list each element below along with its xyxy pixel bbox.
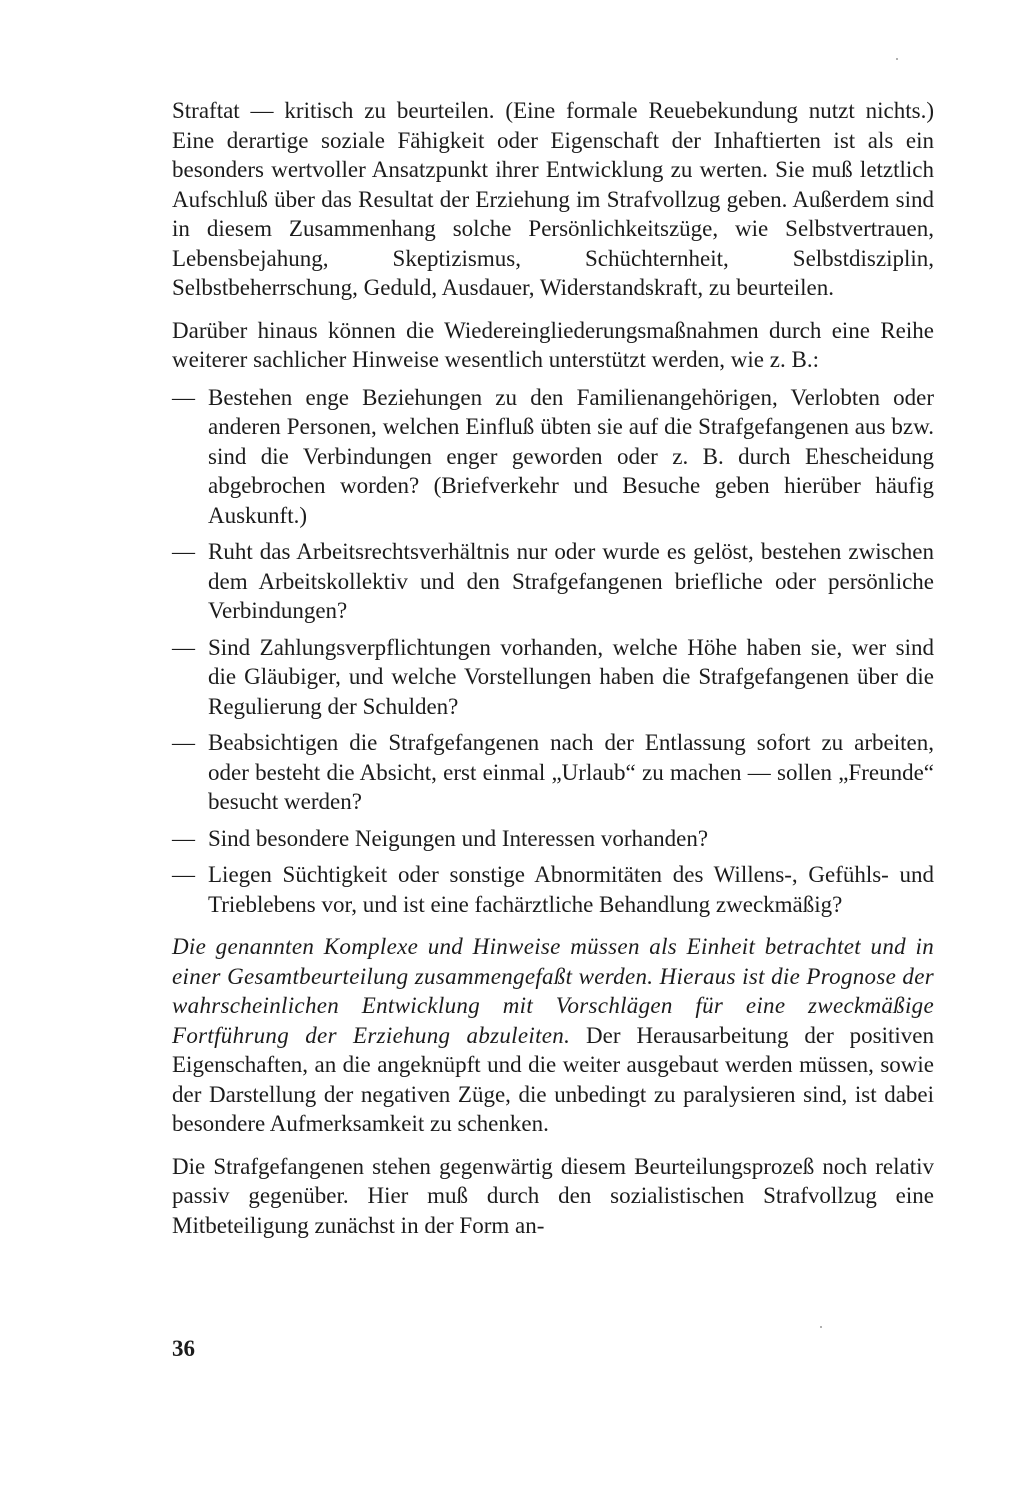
page-number: 36 [172, 1336, 195, 1361]
paragraph [172, 932, 934, 1139]
list-item-text: Bestehen enge Beziehungen zu den Familienangehörigen, Verlobten oder anderen Personen, welchen Einfluß übten sie auf die Strafgefangenen aus bzw. sind die Verbindungen enger geworden oder z. B. durch Ehescheidung abgebrochen worden? (Briefverkehr und Besuche geben hierüber häufig Auskunft.) [208, 384, 934, 528]
paper-speck [896, 58, 898, 60]
list-dash: — [172, 825, 195, 851]
paragraph: Straftat — kritisch zu beurteilen. (Eine formale Reuebekundung nutzt nichts.) Eine derartige soziale Fähigkeit oder Eigenschaft der Inhaftierten ist als ein besonders wertvoller Ansatzpunkt ihrer Entwicklung zu werten. Sie muß letztlich Aufschluß über das Resultat der Erziehung im Strafvollzug geben. Außerdem sind in diesem Zusammenhang solche Persönlichkeitszüge, wie Selbstvertrauen, Lebensbejahung, Skeptizismus, Schüchternheit, Selbstdisziplin, Selbstbeherrschung, Geduld, Ausdauer, Widerstandskraft, zu beurteilen. [172, 98, 934, 300]
list-item [172, 537, 934, 626]
list-item [172, 860, 934, 919]
paragraph: Die Strafgefangenen stehen gegenwärtig diesem Beurteilungsprozeß noch relativ passiv gegenüber. Hier muß durch den sozialistischen Strafvollzug eine Mitbeteiligung zunächst in der Form an- [172, 1153, 934, 1238]
list-item-text: Liegen Süchtigkeit oder sonstige Abnormitäten des Willens-, Gefühls- und Trieblebens vor, und ist eine fachärztliche Behandlung zweckmäßig? [208, 862, 934, 917]
body-text [172, 96, 934, 1240]
list-item-text: Beabsichtigen die Strafgefangenen nach der Entlassung sofort zu arbeiten, oder besteht die Absicht, erst einmal „Urlaub“ zu machen — sollen „Freunde“ besucht werden? [208, 730, 934, 814]
paragraph: Darüber hinaus können die Wiedereingliederungsmaßnahmen durch eine Reihe weiterer sachlicher Hinweise wesentlich unterstützt werden, wie z. B.: [172, 317, 934, 372]
list-dash: — [172, 730, 195, 755]
list-item-text: Sind besondere Neigungen und Interessen vorhanden? [208, 825, 709, 851]
list-item [172, 383, 934, 531]
list-dash: — [172, 384, 195, 410]
list-dash: — [172, 634, 195, 660]
paragraph-text: Der Herausarbeitung der positiven Eigenschaften, an die angeknüpft und die weiter ausgebaut werden müssen, sowie der Darstellung der negativen Züge, die unbedingt zu paralysieren sind, ist dabei besondere Aufmerksamkeit zu schenken. [172, 1022, 935, 1136]
list-item [172, 633, 934, 722]
list-dash: — [172, 539, 195, 564]
hint-list [172, 383, 934, 920]
list-item-text: Ruht das Arbeitsrechtsverhältnis nur oder wurde es gelöst, bestehen zwischen dem Arbeitskollektiv und den Strafgefangenen briefliche oder persönliche Verbindungen? [208, 539, 934, 623]
paper-speck [820, 1326, 822, 1328]
list-item [172, 728, 934, 817]
emphasized-text: Die genannten Komplexe und Hinweise müssen als Einheit betrachtet und in einer Gesamtbeurteilung zusammengefaßt werden. Hieraus ist die Prognose der wahrscheinlichen Entwicklung mit Vorschlägen für eine zweckmäßige Fortführung der Erziehung abzuleiten. [172, 934, 934, 1048]
list-item-text: Sind Zahlungsverpflichtungen vorhanden, welche Höhe haben sie, wer sind die Gläubiger, und welche Vorstellungen haben die Strafgefangenen über die Regulierung der Schulden? [208, 634, 934, 719]
list-item [172, 824, 934, 854]
list-dash: — [172, 862, 195, 887]
